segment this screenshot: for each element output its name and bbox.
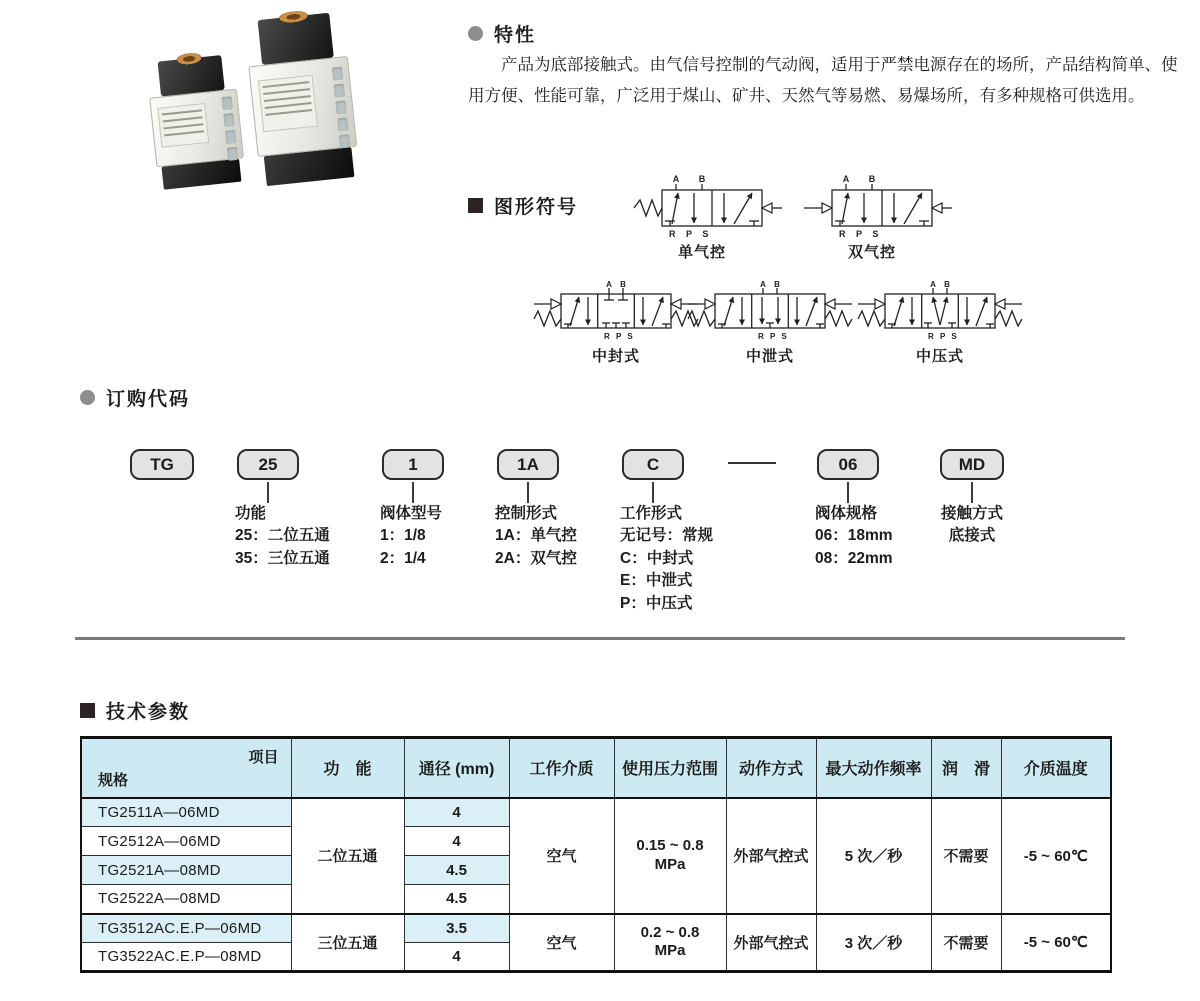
code-desc-title: 阀体型号 <box>380 505 443 522</box>
code-desc-body-spec <box>815 503 893 570</box>
port-label-a: A <box>842 174 850 184</box>
features-paragraph: 产品为底部接触式。由气信号控制的气动阀，适用于严禁电源存在的场所，产品结构简单、使用方便、性能可靠，广泛用于煤山、矿井、天然气等易燃、易爆场所，有多种规格可供选用。 <box>468 56 1178 105</box>
spring-icon <box>634 200 662 216</box>
code-desc-body-type <box>380 503 442 570</box>
action-cell: 外部气控式 <box>726 798 816 914</box>
port-label-b: B <box>944 280 950 289</box>
code-connector-line <box>527 482 529 503</box>
valve-brass-port <box>278 10 308 24</box>
square-bullet-icon <box>80 703 95 718</box>
port-labels-rps: R P S <box>669 229 713 239</box>
valve-brass-port <box>176 52 202 66</box>
code-connector-line <box>267 482 269 503</box>
code-box-body-type: 1 <box>382 449 444 480</box>
symbol-caption: 中封式 <box>591 348 640 365</box>
lubrication-cell: 不需要 <box>931 798 1001 914</box>
spring-icon <box>858 311 885 326</box>
pilot-triangle-icon <box>671 299 681 309</box>
valve-body <box>149 88 244 167</box>
valve-vent-slots <box>332 66 350 148</box>
header-label-spec: 规格 <box>98 771 129 789</box>
ordering-title-text: 订购代码 <box>106 389 191 410</box>
code-desc-option: 35：三位五通 <box>235 549 330 567</box>
function-cell: 三位五通 <box>291 914 404 972</box>
features-section-title <box>468 20 536 47</box>
code-desc-title: 阀体规格 <box>815 505 878 522</box>
code-desc-option: C：中封式 <box>620 549 694 567</box>
pilot-triangle-icon <box>551 299 561 309</box>
code-connector-line <box>847 482 849 503</box>
code-desc-option: 08：22mm <box>815 549 893 567</box>
medium-cell: 空气 <box>509 798 614 914</box>
medium-cell: 空气 <box>509 914 614 972</box>
valve-schematic-icon <box>852 280 1028 344</box>
model-cell: TG2511A—06MD <box>81 798 291 827</box>
temperature-cell: -5 ~ 60℃ <box>1001 914 1111 972</box>
valve-symbol-single-pilot <box>622 174 782 262</box>
valve-body <box>248 56 357 157</box>
code-desc-option: 底接式 <box>948 527 996 545</box>
code-box-work-type: C <box>622 449 684 480</box>
frequency-cell: 5 次／秒 <box>816 798 931 914</box>
square-bullet-icon <box>468 198 483 213</box>
temperature-cell: -5 ~ 60℃ <box>1001 798 1111 914</box>
pilot-triangle-icon <box>825 299 835 309</box>
pressure-unit: MPa <box>654 855 686 873</box>
symbol-caption: 双气控 <box>847 244 896 261</box>
port-labels-rps: R P S <box>928 332 959 341</box>
pressure-range: 0.2 ~ 0.8 <box>640 923 700 941</box>
code-desc-option: 1A：单气控 <box>495 527 577 545</box>
symbol-caption: 中泄式 <box>745 348 794 365</box>
code-connector-line <box>412 482 414 503</box>
pressure-range: 0.15 ~ 0.8 <box>636 836 704 854</box>
pilot-triangle-icon <box>875 299 885 309</box>
frequency-cell: 3 次／秒 <box>816 914 931 972</box>
code-desc-option: 无记号：常规 <box>620 527 714 545</box>
port-label-a: A <box>760 280 766 289</box>
spring-icon <box>995 311 1022 326</box>
code-desc-title: 工作形式 <box>620 505 683 522</box>
port-label-a: A <box>930 280 936 289</box>
port-label-b: B <box>774 280 780 289</box>
bore-cell: 4 <box>404 943 509 972</box>
valve-schematic-icon <box>682 280 858 344</box>
spring-icon <box>825 311 852 326</box>
valve-schematic-icon <box>622 174 782 240</box>
bore-cell: 4.5 <box>404 885 509 914</box>
pressure-cell <box>614 914 726 972</box>
code-box-function: 25 <box>237 449 299 480</box>
symbol-caption: 中压式 <box>915 348 964 365</box>
code-connector-line <box>652 482 654 503</box>
code-separator-dash <box>728 462 776 464</box>
valve-symbol-closed-center <box>528 280 704 366</box>
code-box-control-type: 1A <box>497 449 559 480</box>
valve-top-cap <box>258 13 334 65</box>
pilot-triangle-icon <box>995 299 1005 309</box>
header-label-item: 项目 <box>248 749 279 766</box>
product-photo-large-valve <box>244 11 361 187</box>
model-cell: TG2512A—06MD <box>81 827 291 856</box>
table-row <box>81 914 1111 943</box>
pilot-triangle-icon <box>822 203 832 213</box>
specs-table <box>80 736 1112 973</box>
specs-header-row <box>81 738 1111 798</box>
code-desc-option: E：中泄式 <box>620 572 693 590</box>
pilot-triangle-icon <box>762 203 772 213</box>
header-lubrication: 润 滑 <box>931 738 1001 798</box>
symbols-section-title <box>468 192 578 219</box>
specs-title-text: 技术参数 <box>106 702 191 723</box>
header-frequency: 最大动作频率 <box>816 738 931 798</box>
code-desc-option: 2：1/4 <box>380 549 426 567</box>
port-label-b: B <box>698 174 706 184</box>
header-pressure: 使用压力范围 <box>614 738 726 798</box>
valve-symbol-pressure-center <box>852 280 1028 366</box>
specs-section-title <box>80 697 190 724</box>
features-title-text: 特性 <box>494 25 537 46</box>
code-desc-function <box>235 503 330 570</box>
code-desc-option: 25：二位五通 <box>235 527 330 545</box>
code-box-body-spec: 06 <box>817 449 879 480</box>
function-cell: 二位五通 <box>291 798 404 914</box>
valve-symbol-double-pilot <box>792 174 952 262</box>
code-connector-line <box>971 482 973 503</box>
header-temperature: 介质温度 <box>1001 738 1111 798</box>
valve-nameplate <box>258 75 318 132</box>
spring-icon <box>534 311 561 326</box>
code-desc-option: 1：1/8 <box>380 527 426 545</box>
header-bore: 通径 (mm) <box>404 738 509 798</box>
model-cell: TG2522A—08MD <box>81 885 291 914</box>
valve-vent-slots <box>221 97 238 162</box>
code-desc-work-type <box>620 503 713 615</box>
header-function: 功 能 <box>291 738 404 798</box>
bore-cell: 4.5 <box>404 856 509 885</box>
model-cell: TG3522AC.E.P—08MD <box>81 943 291 972</box>
model-cell: TG2521A—08MD <box>81 856 291 885</box>
pressure-cell <box>614 798 726 914</box>
port-label-b: B <box>868 174 876 184</box>
bore-cell: 4 <box>404 798 509 827</box>
valve-schematic-icon <box>528 280 704 344</box>
header-diagonal-cell <box>81 738 291 798</box>
circle-bullet-icon <box>80 390 95 405</box>
pilot-triangle-icon <box>932 203 942 213</box>
code-desc-contact-type <box>930 503 1014 548</box>
code-box-contact-type: MD <box>940 449 1004 480</box>
code-desc-option: 2A：双气控 <box>495 549 577 567</box>
table-row <box>81 798 1111 827</box>
port-labels-rps: R P S <box>758 332 789 341</box>
product-photo-small-valve <box>146 54 247 190</box>
bore-cell: 3.5 <box>404 914 509 943</box>
valve-symbol-exhaust-center <box>682 280 858 366</box>
code-desc-title: 功能 <box>235 505 267 522</box>
valve-schematic-icon <box>792 174 952 240</box>
action-cell: 外部气控式 <box>726 914 816 972</box>
code-box-series: TG <box>130 449 194 480</box>
valve-nameplate <box>157 103 209 147</box>
port-label-b: B <box>620 280 626 289</box>
bore-cell: 4 <box>404 827 509 856</box>
pressure-unit: MPa <box>654 942 686 960</box>
spring-icon <box>688 311 715 326</box>
code-desc-title: 接触方式 <box>940 505 1003 522</box>
code-desc-title: 控制形式 <box>495 505 558 522</box>
header-action: 动作方式 <box>726 738 816 798</box>
section-divider <box>75 637 1125 640</box>
symbol-caption: 单气控 <box>677 244 726 261</box>
port-labels-rps: R P S <box>839 229 883 239</box>
pilot-triangle-icon <box>705 299 715 309</box>
port-labels-rps: R P S <box>604 332 635 341</box>
model-cell: TG3512AC.E.P—06MD <box>81 914 291 943</box>
lubrication-cell: 不需要 <box>931 914 1001 972</box>
code-desc-option: 06：18mm <box>815 527 893 545</box>
circle-bullet-icon <box>468 26 483 41</box>
port-label-a: A <box>672 174 680 184</box>
code-desc-option: P：中压式 <box>620 594 693 612</box>
ordering-section-title <box>80 384 190 411</box>
port-label-a: A <box>606 280 612 289</box>
header-medium: 工作介质 <box>509 738 614 798</box>
code-desc-control-type <box>495 503 577 570</box>
symbols-title-text: 图形符号 <box>494 197 579 218</box>
